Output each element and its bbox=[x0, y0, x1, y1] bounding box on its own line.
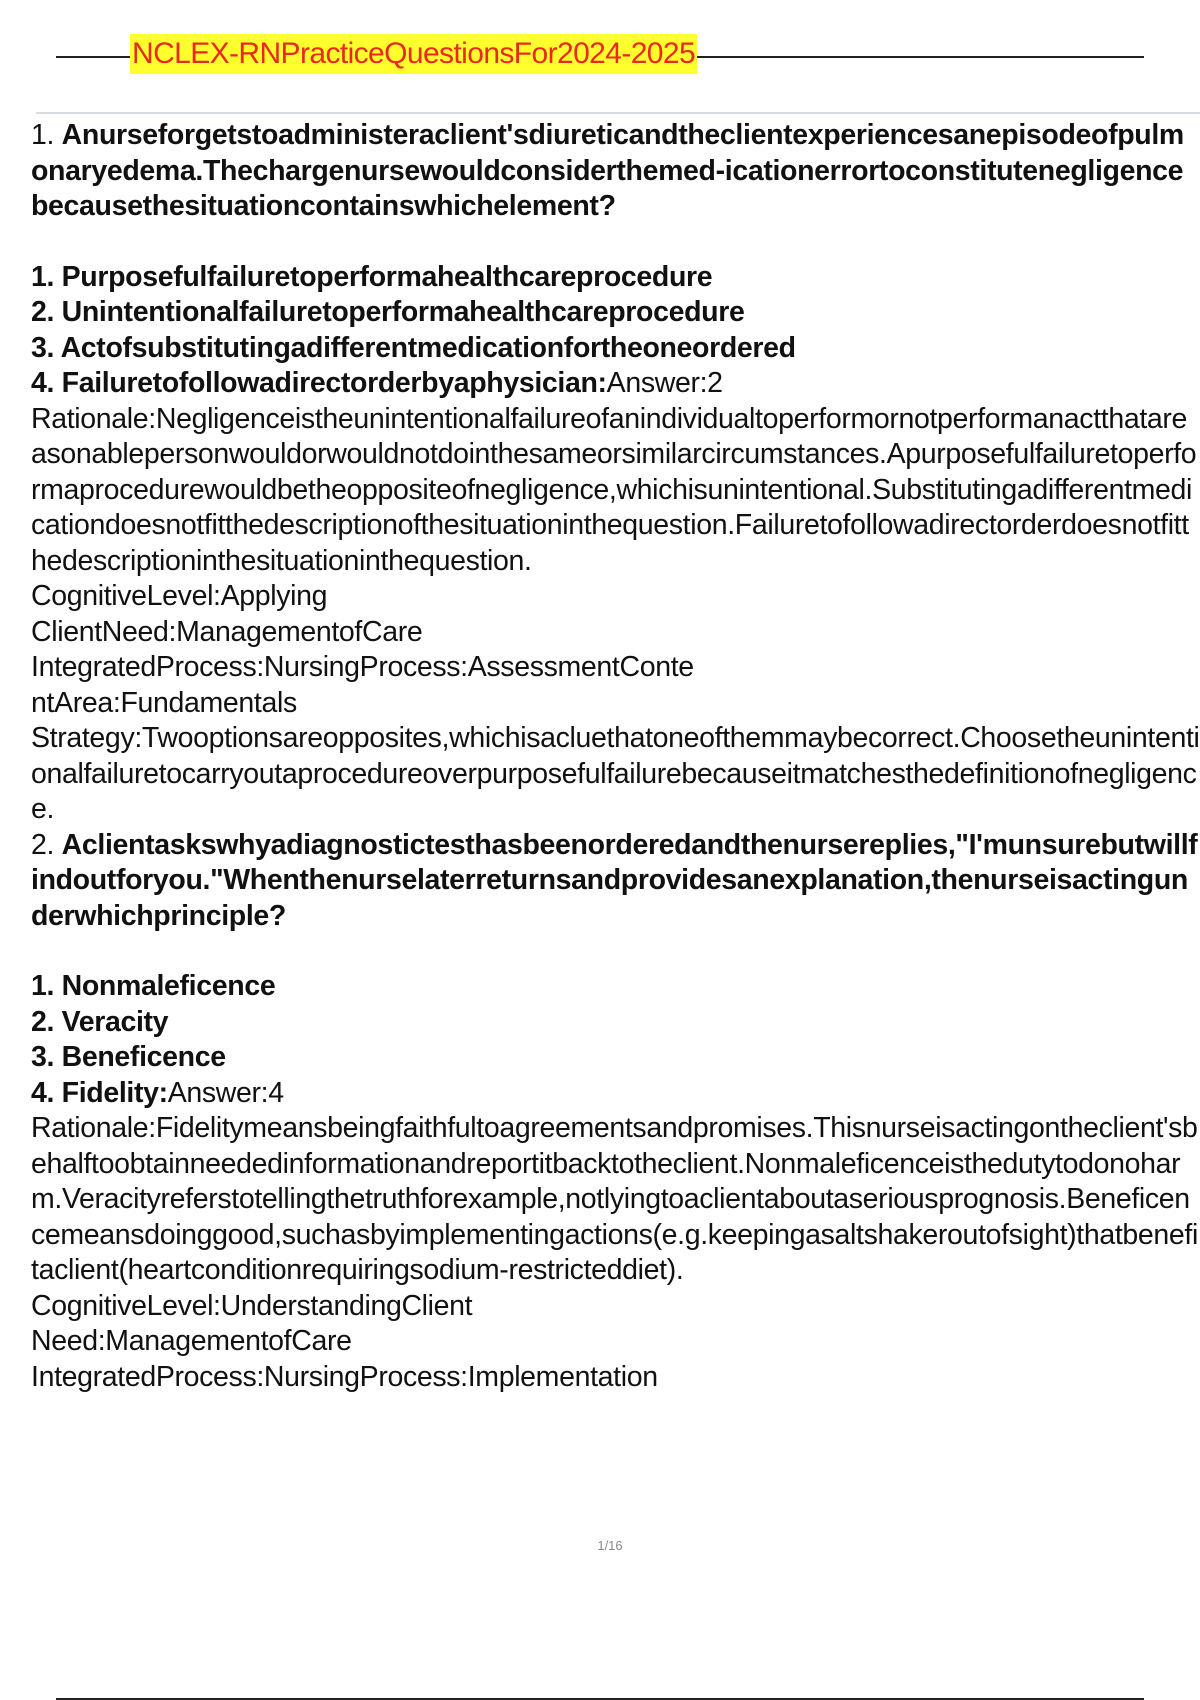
question-text: Anurseforgetstoadministeraclient'sdiureticandtheclientexperiencesanepisodeofpulmonaryedema.Thechargenursewouldconsiderthemed-icationerrortoconstitutenegligencebecausethesituationcontainswhichelement? bbox=[31, 119, 1184, 222]
answer-option: 4. Fidelity:Answer:4 bbox=[31, 1076, 284, 1109]
page-number: 1/16 bbox=[597, 1538, 623, 1553]
strategy: Strategy:Twooptionsareopposites,whichisacluethatoneofthemmaybecorrect.Choosetheunintentionalfailuretocarryoutaprocedureoverpurposefulfailurebecauseitmatchesthedefinitionofnegligence. bbox=[31, 722, 1200, 825]
answer-option: 2. Unintentionalfailuretoperformahealthcareprocedure bbox=[31, 296, 745, 328]
question-number: 2. bbox=[31, 828, 55, 861]
meta-line: IntegratedProcess:NursingProcess:AssessmentConte bbox=[31, 651, 694, 683]
spacer bbox=[31, 225, 1200, 260]
answer-option: 3. Actofsubstitutingadifferentmedicationfortheoneordered bbox=[31, 331, 796, 364]
question-number: 1. bbox=[31, 119, 55, 151]
meta-line: ntArea:Fundamentals bbox=[31, 686, 297, 719]
spacer bbox=[31, 934, 1200, 969]
meta-line: ClientNeed:ManagementofCare bbox=[31, 615, 423, 648]
meta-line: CognitiveLevel:Applying bbox=[31, 580, 328, 612]
meta-line: Need:ManagementofCare bbox=[31, 1325, 352, 1357]
answer-option: 1. Nonmaleficence bbox=[31, 970, 276, 1002]
rationale: Rationale:Negligenceistheunintentionalfailureofanindividualtoperformornotperformanactthatareasonablepersonwouldorwouldnotdointhesameorsimilarcircumstances.Apurposefulfailuretoperformaprocedurewouldbetheoppositeofnegligence,whichisunintentional.Substitutingadifferentmedicationdoesnotfitthedescriptionofthesituationinthequestion.Failuretofollowadirectorderdoesnotfitthedescriptioninthesituationinthequestion. bbox=[31, 402, 1197, 577]
document-header bbox=[56, 30, 1144, 80]
answer-option: 3. Beneficence bbox=[31, 1041, 226, 1073]
document-body bbox=[31, 118, 1200, 1395]
document-title: NCLEX-RNPracticeQuestionsFor2024-2025 bbox=[130, 34, 697, 74]
answer-key: Answer:4 bbox=[167, 1076, 284, 1109]
rationale: Rationale:Fidelitymeansbeingfaithfultoagreementsandpromises.Thisnurseisactingontheclient'sbehalftoobtainneededinformationandreportitbacktotheclient.Nonmaleficenceisthedutytodonoharm.Veracityreferstotellingthetruthforexample,notlyingtoaclientaboutaseriousprognosis.Beneficencemeansdoinggood,suchasbyimplementingactions(e.g.keepingasaltshakeroutofsight)thatbenefitaclient(heartconditionrequiringsodium-restricteddiet). bbox=[31, 1112, 1198, 1286]
answer-key: Answer:2 bbox=[606, 367, 723, 399]
answer-option: 4. Failuretofollowadirectorderbyaphysician:Answer:2 bbox=[31, 367, 723, 399]
top-divider bbox=[36, 112, 1200, 114]
answer-option: 1. Purposefulfailuretoperformahealthcareprocedure bbox=[31, 260, 713, 293]
meta-line: CognitiveLevel:UnderstandingClient bbox=[31, 1289, 473, 1322]
question-stem bbox=[31, 118, 1200, 225]
question-stem bbox=[31, 828, 1200, 935]
answer-option: 2. Veracity bbox=[31, 1005, 169, 1038]
meta-line: IntegratedProcess:NursingProcess:Implementation bbox=[31, 1360, 658, 1393]
question-text: Aclientaskswhyadiagnostictesthasbeenorderedandthenursereplies,"I'munsurebutwillfindoutforyou."Whenthenurselaterreturnsandprovidesanexplanation,thenurseisactingunderwhichprinciple? bbox=[31, 828, 1198, 932]
